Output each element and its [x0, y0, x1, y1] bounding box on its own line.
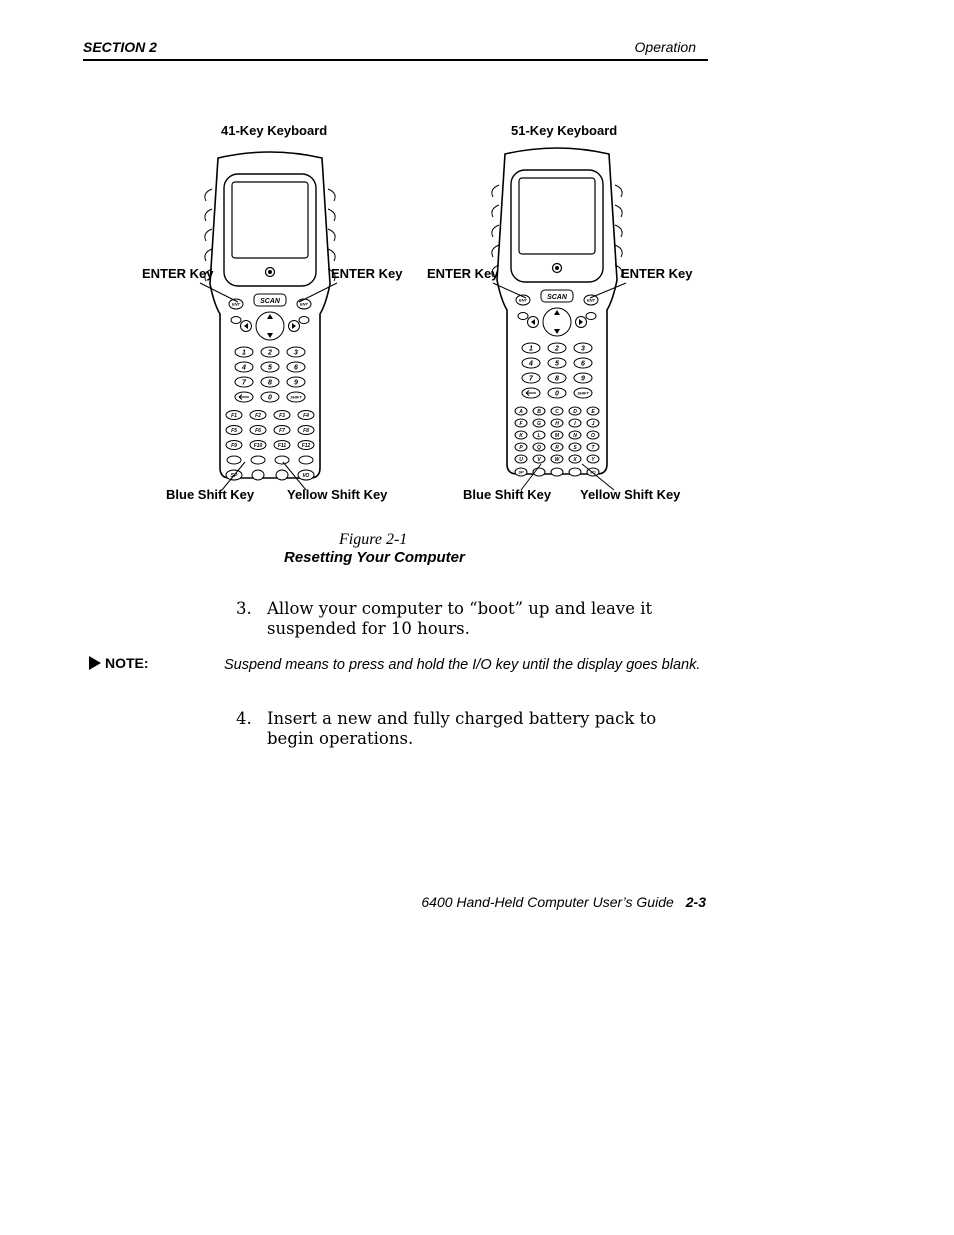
digit-key-label: 2	[268, 349, 272, 357]
alpha-key-label: E	[591, 408, 595, 415]
yellow-shift-key	[569, 468, 581, 476]
alpha-key-label: Y	[591, 456, 595, 463]
alpha-key-label: K	[519, 432, 523, 439]
alpha-key-label: N	[573, 432, 577, 439]
power-io-key-label: I/O	[302, 472, 310, 479]
indicator-light-dot	[268, 270, 272, 274]
figure-number: Figure 2-1	[339, 531, 408, 548]
digit-key-label: 7	[529, 375, 533, 383]
display-screen	[519, 178, 595, 254]
enter-key-right-label: ENT	[300, 301, 308, 307]
note-label-text: NOTE:	[105, 655, 149, 671]
minus-key-left	[518, 313, 528, 320]
callout-enter-key-51-right: ENTER Key	[621, 266, 693, 281]
function-key-label: F4	[303, 412, 309, 419]
blue-shift-key	[252, 470, 264, 480]
alpha-key-label: G	[537, 420, 541, 427]
grip-right	[615, 225, 622, 237]
misc-key	[251, 456, 265, 464]
digit-key-label: 9	[294, 379, 298, 387]
alpha-key-label: J	[591, 420, 595, 427]
alpha-key-label: I	[574, 420, 576, 427]
alpha-key-label: V	[537, 456, 541, 463]
alpha-key-label: X	[573, 456, 577, 463]
alpha-key-label: L	[537, 432, 541, 439]
power-io-key-label: I/O	[590, 469, 596, 475]
alpha-key-label: M	[554, 432, 560, 439]
alpha-key-label: U	[519, 456, 523, 463]
yellow-shift-key	[276, 470, 288, 480]
grip-right	[328, 229, 335, 241]
digit-key-label: 1	[529, 345, 533, 353]
page-number: 2-3	[685, 894, 706, 910]
digit-key-label: 9	[581, 375, 585, 383]
callout-enter-key-41-left: ENTER Key	[142, 266, 214, 281]
grip-left	[205, 189, 212, 201]
digit-key-label: 4	[242, 364, 246, 372]
digit-key-label: 7	[242, 379, 246, 387]
function-key-label: F1	[231, 412, 237, 419]
alpha-key-label: C	[555, 408, 559, 415]
scan-key-label: SCAN	[260, 298, 280, 305]
misc-key	[299, 456, 313, 464]
grip-right	[615, 205, 622, 217]
space-key-label: SP	[230, 472, 238, 479]
footer-title: 6400 Hand-Held Computer User’s Guide	[421, 894, 674, 910]
space-key-label: SP	[518, 469, 524, 475]
alpha-key-label: O	[591, 432, 595, 439]
grip-left	[205, 209, 212, 221]
note-arrow-icon	[89, 656, 101, 670]
note-text: Suspend means to press and hold the I/O key until the display goes blank.	[224, 657, 701, 673]
alpha-key-label: A	[519, 408, 523, 415]
step-number: 4.	[236, 709, 252, 728]
step-text: Insert a new and fully charged battery pack to begin operations.	[267, 709, 657, 748]
alpha-key-label: B	[537, 408, 541, 415]
alpha-key-label: H	[555, 420, 559, 427]
digit-key-label: 5	[555, 360, 559, 368]
digit-key-label: 6	[581, 360, 585, 368]
grip-left	[492, 185, 499, 197]
function-key-label: F10	[253, 442, 263, 449]
grip-left	[205, 229, 212, 241]
figure-caption: Resetting Your Computer	[284, 549, 465, 566]
function-key-label: F5	[231, 427, 237, 434]
display-screen	[232, 182, 308, 258]
callout-blue-shift-key-51: Blue Shift Key	[463, 487, 552, 502]
chapter-label: Operation	[634, 39, 696, 55]
grip-right	[328, 189, 335, 201]
alpha-key-label: P	[519, 444, 523, 451]
function-key-label: F12	[301, 442, 311, 449]
device-41-key	[205, 152, 335, 480]
callout-enter-key-51-left: ENTER Key	[427, 266, 499, 281]
callout-yellow-shift-key-41: Yellow Shift Key	[287, 487, 388, 502]
alpha-key-label: D	[573, 408, 577, 415]
grip-left	[492, 225, 499, 237]
digit-key-label: 0	[268, 394, 272, 402]
callout-enter-key-41-right: ENTER Key	[331, 266, 403, 281]
misc-key	[227, 456, 241, 464]
callout-yellow-shift-key-51: Yellow Shift Key	[580, 487, 681, 502]
digit-key-label: 3	[294, 349, 298, 357]
indicator-light-dot	[555, 266, 559, 270]
page-footer	[421, 894, 706, 910]
function-key-label: F9	[231, 442, 237, 449]
alpha-key-label: F	[519, 420, 523, 427]
digit-key-label: 5	[268, 364, 272, 372]
misc-key	[275, 456, 289, 464]
minus-key-left	[231, 317, 241, 324]
alpha-key-label: Q	[537, 444, 541, 451]
scan-key-label: SCAN	[547, 294, 567, 301]
section-label: SECTION 2	[83, 39, 157, 55]
digit-key-label: 2	[555, 345, 559, 353]
note-label	[89, 655, 149, 671]
keyboard-41-title: 41-Key Keyboard	[221, 123, 328, 138]
alpha-key-label: S	[573, 444, 577, 451]
keyboard-51-title: 51-Key Keyboard	[511, 123, 618, 138]
alpha-key-label: R	[555, 444, 559, 451]
blue-shift-key	[551, 468, 563, 476]
enter-key-right-label: ENT	[587, 297, 595, 303]
function-key-label: F7	[279, 427, 285, 434]
shift-key-label: SHIFT	[577, 390, 589, 396]
alpha-key-label: T	[591, 444, 595, 451]
minus-key-right	[586, 313, 596, 320]
digit-key-label: 6	[294, 364, 298, 372]
step-text: Allow your computer to “boot” up and leave it suspended for 10 hours.	[267, 599, 653, 638]
enter-key-left-label: ENT	[519, 297, 527, 303]
enter-key-left-label: ENT	[232, 301, 240, 307]
grip-right	[615, 185, 622, 197]
function-key-label: F2	[255, 412, 261, 419]
function-key-label: F8	[303, 427, 309, 434]
figure-devices	[0, 0, 954, 520]
digit-key-label: 1	[242, 349, 246, 357]
device-51-key	[492, 148, 622, 476]
digit-key-label: 4	[529, 360, 533, 368]
digit-key-label: 0	[555, 390, 559, 398]
grip-right	[328, 209, 335, 221]
digit-key-label: 3	[581, 345, 585, 353]
shift-key-label: SHIFT	[290, 394, 302, 400]
minus-key-right	[299, 317, 309, 324]
function-key-label: F3	[279, 412, 285, 419]
step-number: 3.	[236, 599, 252, 618]
function-key-label: F6	[255, 427, 261, 434]
callout-blue-shift-key-41: Blue Shift Key	[166, 487, 255, 502]
grip-left	[492, 205, 499, 217]
digit-key-label: 8	[555, 375, 559, 383]
function-key-label: F11	[277, 442, 287, 449]
digit-key-label: 8	[268, 379, 272, 387]
alpha-key-label: W	[554, 456, 560, 463]
